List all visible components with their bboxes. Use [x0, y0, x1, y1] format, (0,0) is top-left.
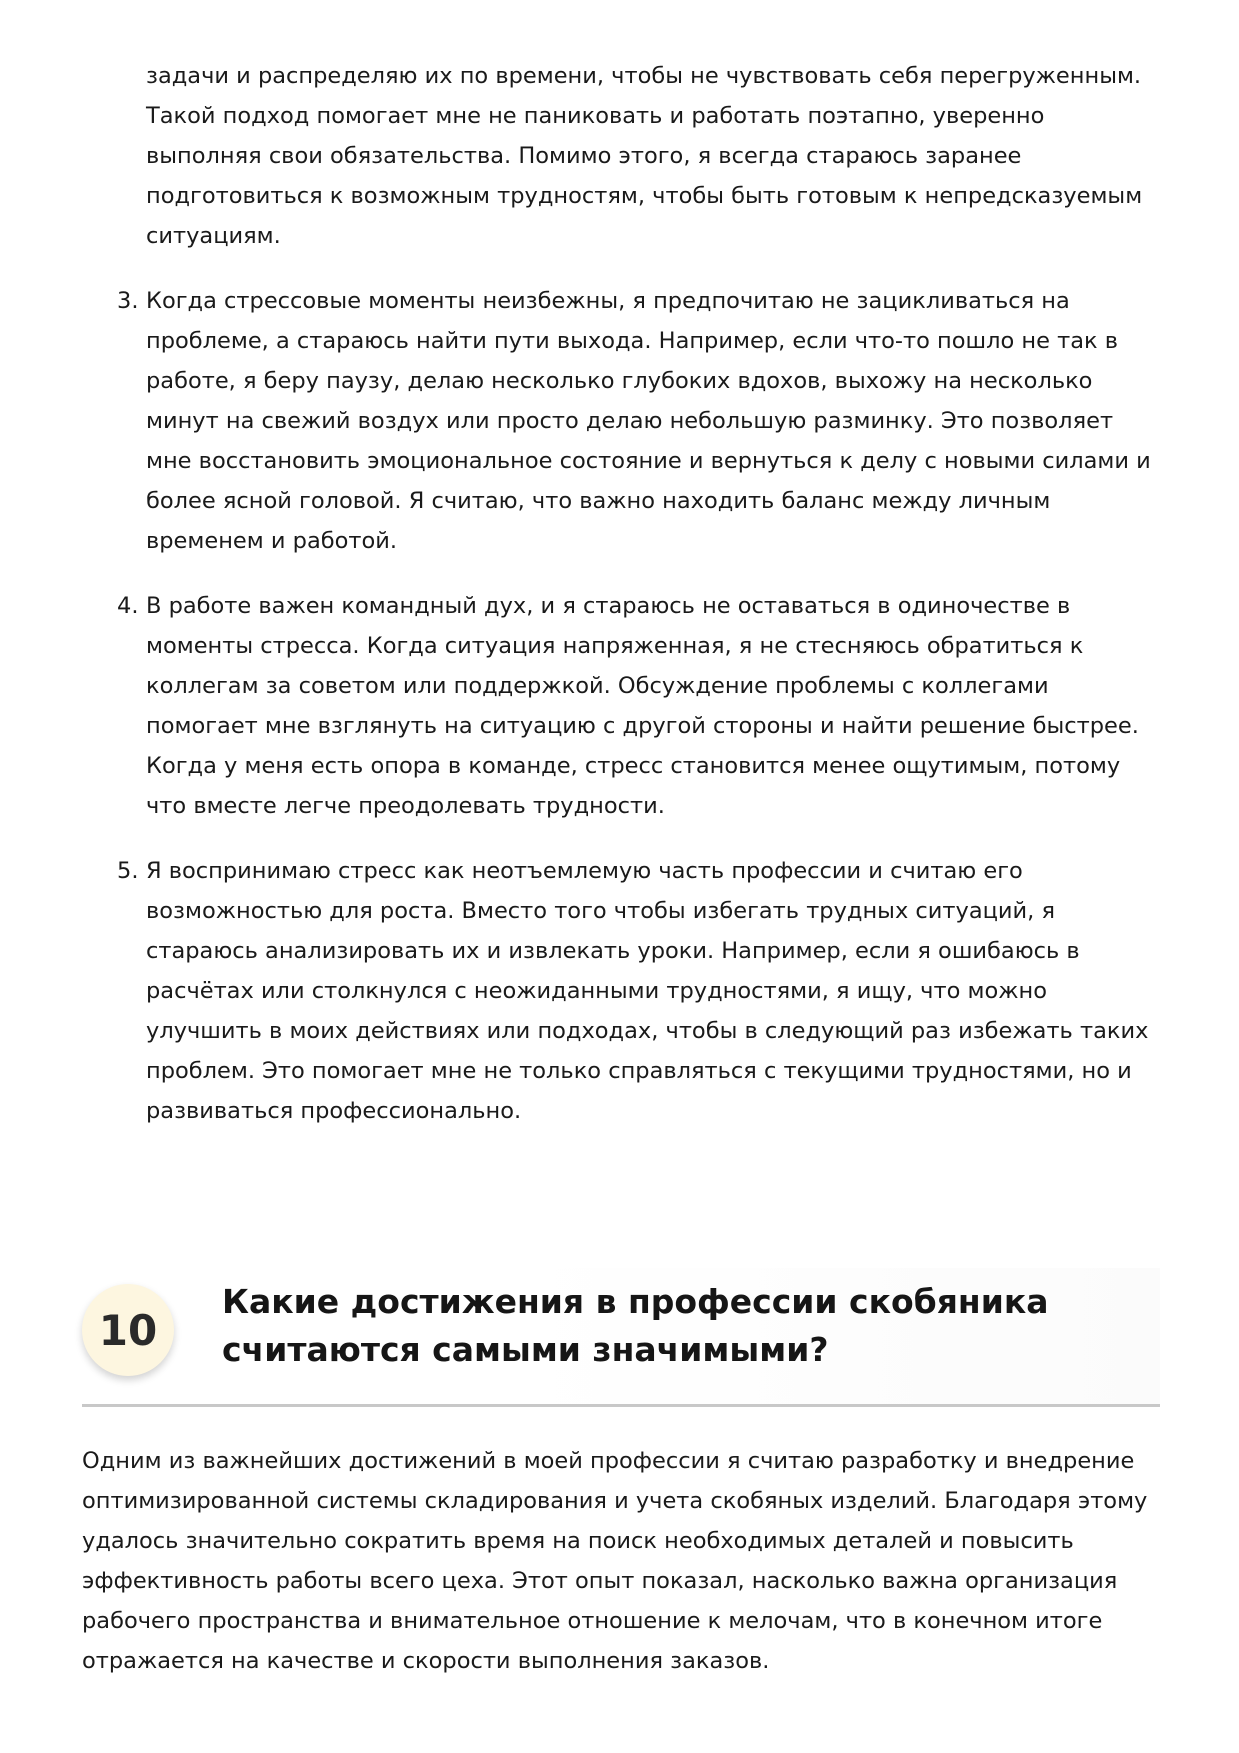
list-item-text: Я воспринимаю стресс как неотъемлемую часть профессии и считаю его возможностью для роста. Вместо того чтобы избегать трудных ситуаций, я стараюсь анализировать их и извлекать уроки. Например, если я ошибаюсь в расчётах или столкнулся с неожиданными трудностями, я ищу, что можно улучшить в моих действиях или подходах, чтобы в следующий раз избежать таких проблем. Это помогает мне не только справляться с текущими трудностями, но и развиваться профессионально.: [146, 858, 1149, 1124]
answer-list: [117, 56, 1156, 1156]
answer-paragraph: Одним из важнейших достижений в моей профессии я считаю разработку и внедрение оптимизированной системы складирования и учета скобяных изделий. Благодаря этому удалось значительно сократить время на поиск необходимых деталей и повысить эффективность работы всего цеха. Этот опыт показал, насколько важна организация рабочего пространства и внимательное отношение к мелочам, что в конечном итоге отражается на качестве и скорости выполнения заказов.: [82, 1448, 1148, 1674]
list-item: [117, 586, 1156, 826]
list-item: [117, 281, 1156, 561]
list-item-number: 4.: [117, 593, 139, 619]
list-item-text: задачи и распределяю их по времени, чтобы не чувствовать себя перегруженным. Такой подход помогает мне не паниковать и работать поэтапно, уверенно выполняя свои обязательства. Помимо этого, я всегда стараюсь заранее подготовиться к возможным трудностям, чтобы быть готовым к непредсказуемым ситуациям.: [146, 63, 1143, 249]
question-number-badge: 10: [82, 1284, 174, 1376]
question-title: Какие достижения в профессии скобяника считаются самыми значимыми?: [222, 1282, 1049, 1369]
question-header: [82, 1268, 1160, 1407]
list-item: [146, 56, 1156, 256]
list-item-text: Когда стрессовые моменты неизбежны, я предпочитаю не зацикливаться на проблеме, а стараюсь найти пути выхода. Например, если что-то пошло не так в работе, я беру паузу, делаю несколько глубоких вдохов, выхожу на несколько минут на свежий воздух или просто делаю небольшую разминку. Это позволяет мне восстановить эмоциональное состояние и вернуться к делу с новыми силами и более ясной головой. Я считаю, что важно находить баланс между личным временем и работой.: [146, 288, 1151, 554]
list-item-text: В работе важен командный дух, и я стараюсь не оставаться в одиночестве в моменты стресса. Когда ситуация напряженная, я не стесняюсь обратиться к коллегам за советом или поддержкой. Обсуждение проблемы с коллегами помогает мне взглянуть на ситуацию с другой стороны и найти решение быстрее. Когда у меня есть опора в команде, стресс становится менее ощутимым, потому что вместе легче преодолевать трудности.: [146, 593, 1139, 819]
list-item: [117, 851, 1156, 1131]
list-item-number: 3.: [117, 288, 139, 314]
list-item-number: 5.: [117, 858, 139, 884]
